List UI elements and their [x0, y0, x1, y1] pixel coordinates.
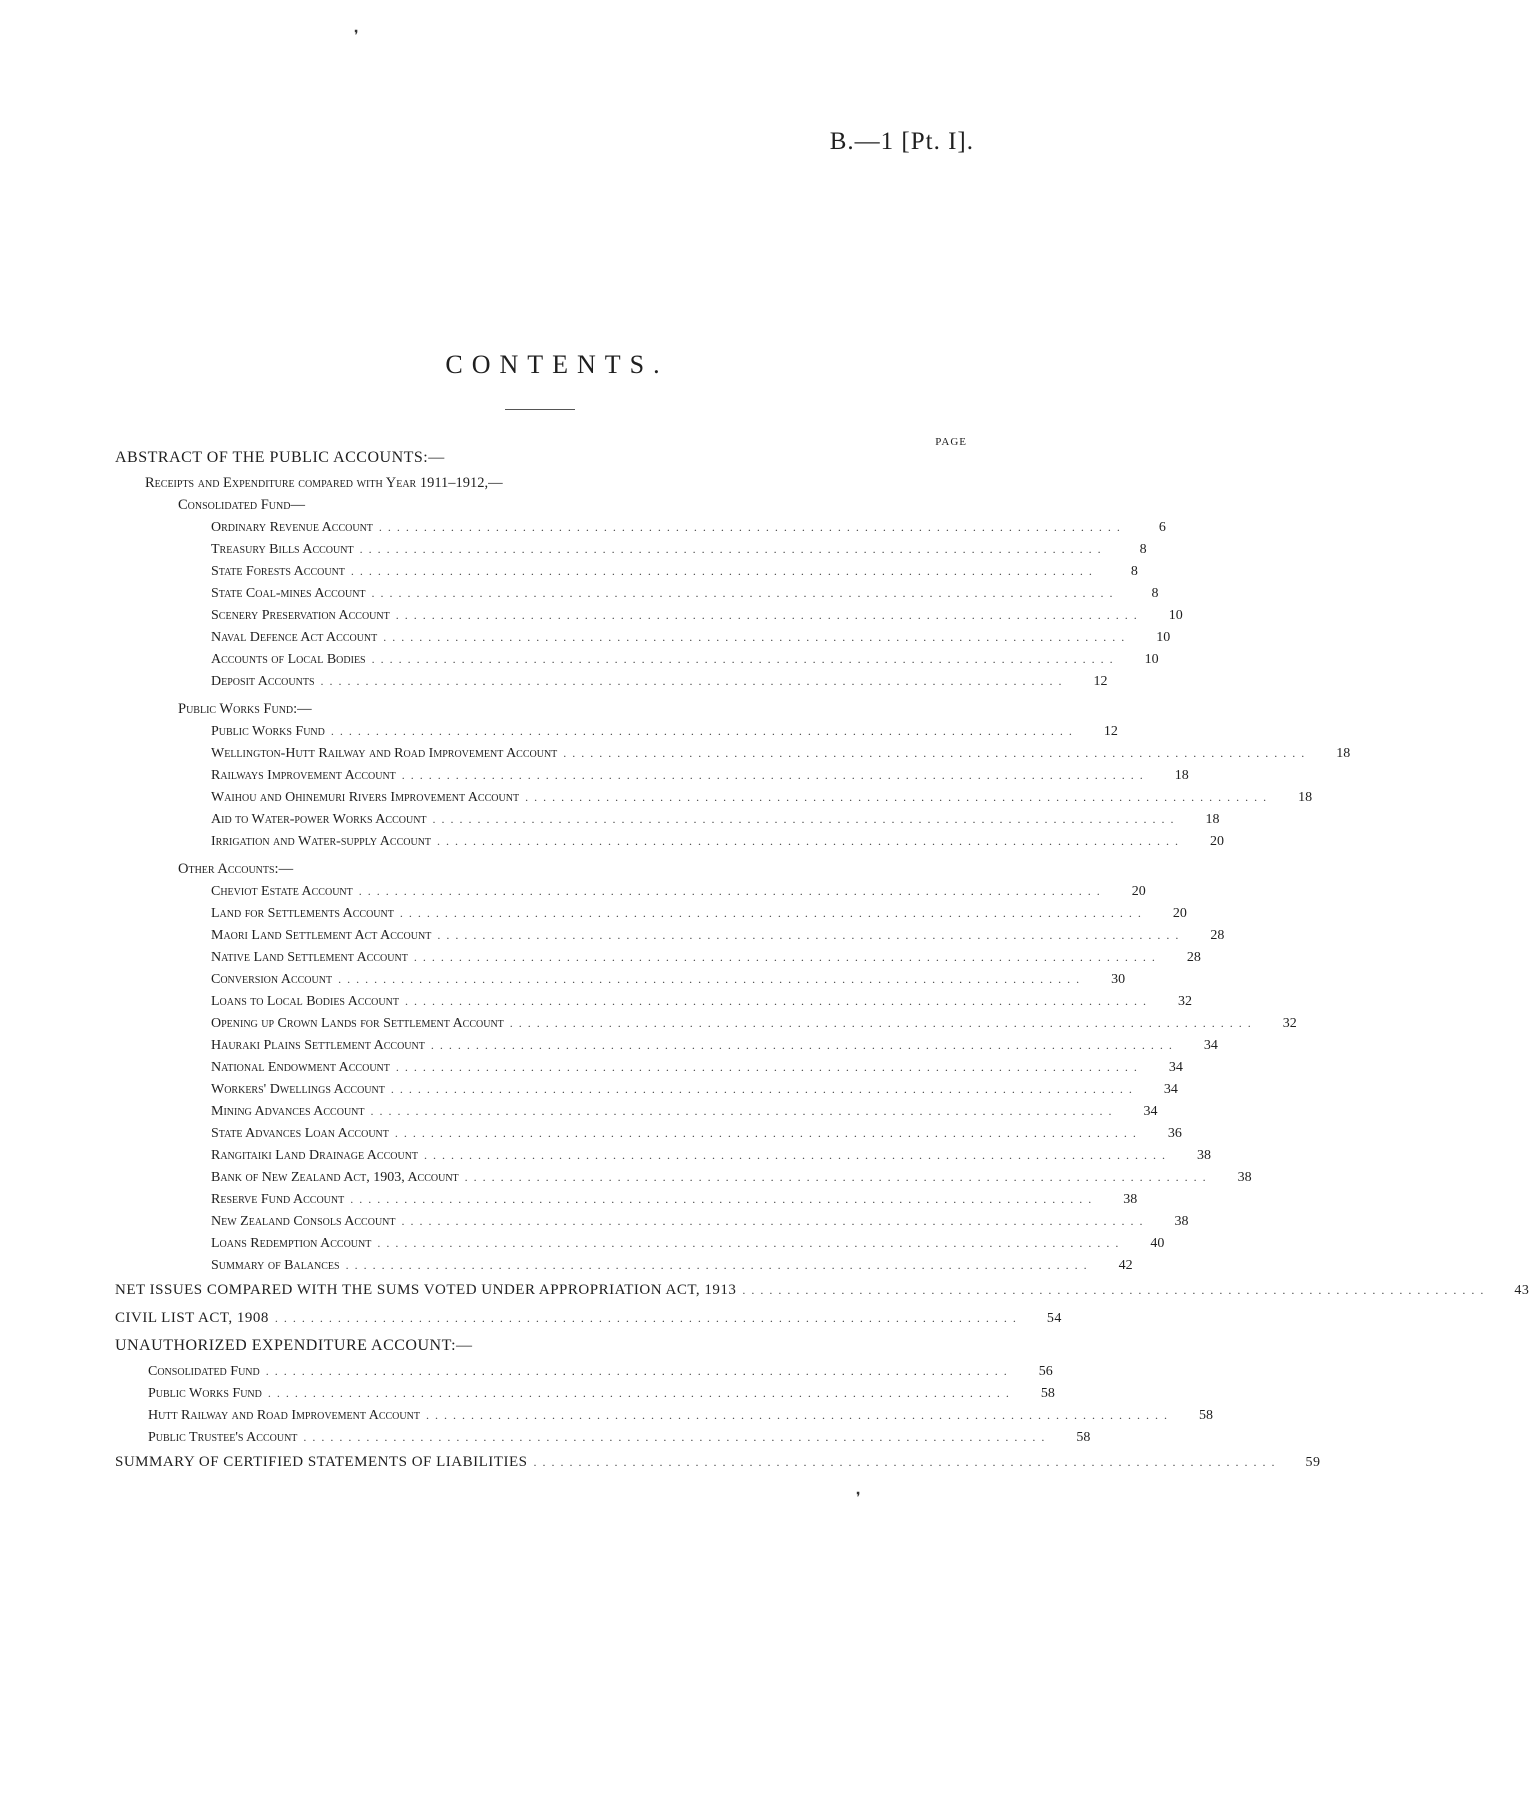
- toc-entry[interactable]: Loans to Local Bodies Account ................................................................................... 32: [211, 994, 1192, 1009]
- toc-entry[interactable]: State Coal-mines Account ................................................................................... 8: [211, 586, 1159, 601]
- toc-heading-receipts: Receipts and Expenditure compared with Year 1911–1912,—: [145, 475, 503, 491]
- toc-entry[interactable]: Public Trustee's Account ................................................................................... 58: [148, 1430, 1091, 1445]
- toc-entry-civil-list[interactable]: CIVIL LIST ACT, 1908 ................................................................................... 54: [115, 1310, 1062, 1326]
- toc-entry[interactable]: Summary of Balances ................................................................................... 42: [211, 1258, 1133, 1273]
- toc-entry[interactable]: Aid to Water-power Works Account ................................................................................... 18: [211, 812, 1220, 827]
- toc-entry[interactable]: Wellington-Hutt Railway and Road Improvement Account ................................................................................... 18: [211, 746, 1351, 761]
- toc-entry[interactable]: New Zealand Consols Account ................................................................................... 38: [211, 1214, 1189, 1229]
- toc-entry[interactable]: Land for Settlements Account ................................................................................... 20: [211, 906, 1187, 921]
- document-reference: B.—1 [Pt. I].: [829, 128, 974, 155]
- toc-entry[interactable]: National Endowment Account ................................................................................... 34: [211, 1060, 1183, 1075]
- title-divider: [505, 409, 575, 410]
- toc-heading-abstract: ABSTRACT OF THE PUBLIC ACCOUNTS:—: [115, 449, 445, 466]
- toc-entry[interactable]: Native Land Settlement Account ................................................................................... 28: [211, 950, 1201, 965]
- margin-mark: ❜: [856, 1491, 861, 1506]
- toc-entry[interactable]: Public Works Fund ................................................................................... 12: [211, 724, 1118, 739]
- toc-entry[interactable]: Accounts of Local Bodies ................................................................................... 10: [211, 652, 1159, 667]
- toc-entry[interactable]: Treasury Bills Account ................................................................................... 8: [211, 542, 1147, 557]
- toc-entry[interactable]: Workers' Dwellings Account ................................................................................... 34: [211, 1082, 1178, 1097]
- toc-entry[interactable]: Hutt Railway and Road Improvement Account ................................................................................... 58: [148, 1408, 1213, 1423]
- toc-entry[interactable]: Bank of New Zealand Act, 1903, Account ................................................................................... 38: [211, 1170, 1252, 1185]
- toc-entry[interactable]: Conversion Account ................................................................................... 30: [211, 972, 1126, 987]
- toc-entry[interactable]: Ordinary Revenue Account ................................................................................... 6: [211, 520, 1166, 535]
- toc-entry[interactable]: Deposit Accounts ................................................................................... 12: [211, 674, 1108, 689]
- public-works-list: [115, 720, 1351, 852]
- toc-entry[interactable]: Reserve Fund Account ................................................................................... 38: [211, 1192, 1138, 1207]
- toc-entry[interactable]: Naval Defence Act Account ................................................................................... 10: [211, 630, 1171, 645]
- other-accounts-list: [115, 880, 1297, 1276]
- toc-entry-net-issues[interactable]: NET ISSUES COMPARED WITH THE SUMS VOTED UNDER APPROPRIATION ACT, 1913 ................................................................................... 43: [115, 1282, 1529, 1298]
- toc-entry[interactable]: Loans Redemption Account ................................................................................... 40: [211, 1236, 1165, 1251]
- toc-entry[interactable]: Hauraki Plains Settlement Account ................................................................................... 34: [211, 1038, 1218, 1053]
- table-of-contents: [115, 444, 1529, 1476]
- toc-entry[interactable]: Public Works Fund ................................................................................... 58: [148, 1386, 1055, 1401]
- toc-entry[interactable]: State Forests Account ................................................................................... 8: [211, 564, 1138, 579]
- toc-entry[interactable]: Consolidated Fund ................................................................................... 56: [148, 1364, 1053, 1379]
- toc-entry[interactable]: Opening up Crown Lands for Settlement Account ................................................................................... 32: [211, 1016, 1297, 1031]
- toc-entry-summary-liabilities[interactable]: SUMMARY OF CERTIFIED STATEMENTS OF LIABILITIES ................................................................................... 59: [115, 1454, 1321, 1470]
- consolidated-list: [115, 516, 1183, 692]
- toc-heading-consolidated: Consolidated Fund—: [178, 497, 305, 513]
- toc-entry[interactable]: Railways Improvement Account ................................................................................... 18: [211, 768, 1189, 783]
- toc-entry[interactable]: Mining Advances Account ................................................................................... 34: [211, 1104, 1158, 1119]
- page-title: CONTENTS.: [445, 350, 669, 379]
- toc-entry[interactable]: Maori Land Settlement Act Account ................................................................................... 28: [211, 928, 1225, 943]
- unauthorized-list: [115, 1360, 1213, 1448]
- margin-mark: ❜: [354, 29, 359, 44]
- toc-entry[interactable]: Irrigation and Water-supply Account ................................................................................... 20: [211, 834, 1225, 849]
- toc-heading-public-works: Public Works Fund:—: [178, 701, 312, 717]
- toc-entry[interactable]: Rangitaiki Land Drainage Account ................................................................................... 38: [211, 1148, 1212, 1163]
- toc-entry[interactable]: Scenery Preservation Account ................................................................................... 10: [211, 608, 1183, 623]
- toc-entry[interactable]: State Advances Loan Account ................................................................................... 36: [211, 1126, 1182, 1141]
- toc-entry[interactable]: Waihou and Ohinemuri Rivers Improvement Account ................................................................................... 18: [211, 790, 1313, 805]
- toc-heading-unauthorized: UNAUTHORIZED EXPENDITURE ACCOUNT:—: [115, 1337, 473, 1354]
- page-column-label: PAGE: [935, 436, 967, 448]
- toc-entry[interactable]: Cheviot Estate Account ................................................................................... 20: [211, 884, 1146, 899]
- toc-heading-other-accounts: Other Accounts:—: [178, 861, 294, 877]
